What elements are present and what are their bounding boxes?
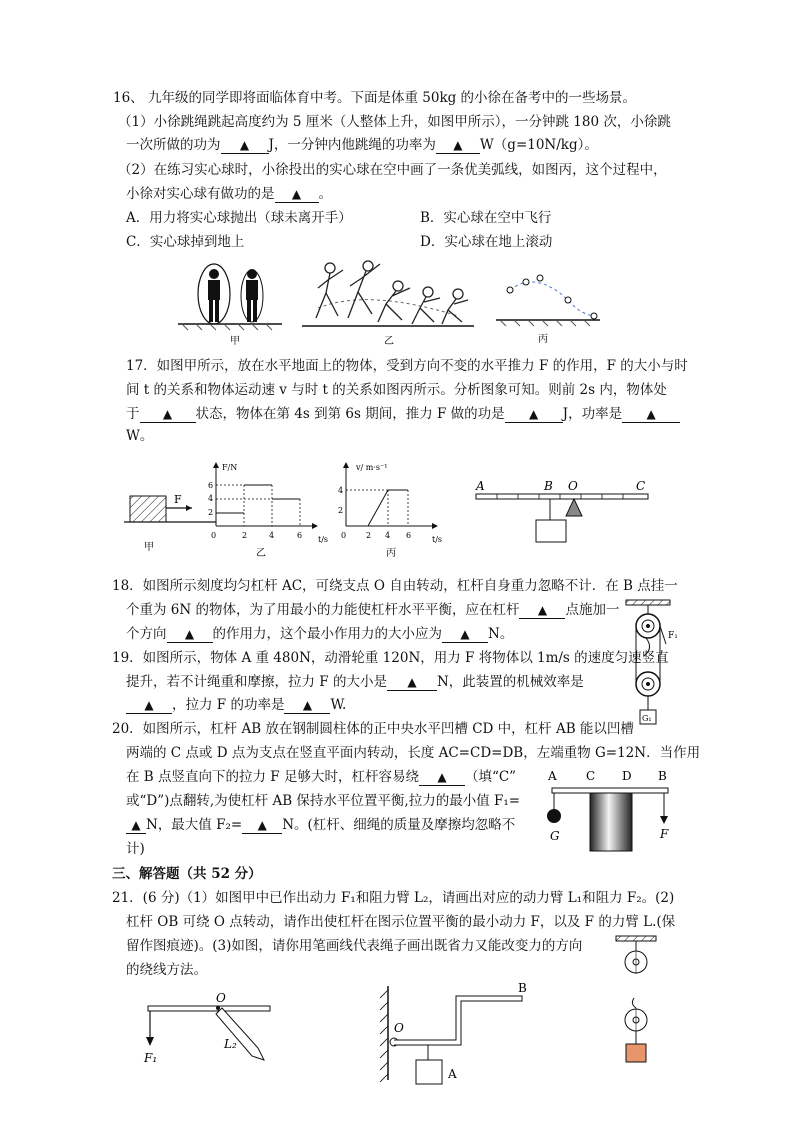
lever-label-a: A (548, 769, 557, 783)
weight-label-g: G (550, 829, 560, 843)
answer-blank[interactable]: ▲ (126, 817, 146, 834)
y-tick: 4 (338, 486, 344, 495)
q16-option-d: D．实心球在地上滚动 (420, 234, 553, 250)
q17-line3: 于 ▲ 状态，物体在第 4s 到第 6s 期间，推力 F 做的功是 ▲ J，功率是 ▲ (126, 404, 680, 424)
q20-line1: 20．如图所示，杠杆 AB 放在钢制圆柱体的正中央水平凹槽 CD 中，杠杆 AB 能以凹槽 (112, 721, 634, 737)
answer-blank[interactable]: ▲ (622, 406, 680, 423)
q21-line3: 留作图痕迹)。(3)如图，请你用笔画线代表绳子画出既省力又能改变力的方向 (126, 938, 583, 954)
force-label-f: F (660, 827, 669, 841)
lever-cylinder-figure (540, 768, 680, 853)
q19-line1: 19．如图所示，物体 A 重 480N，动滑轮重 120N，用力 F 将物体以 1m/s 的速度匀速竖直 (112, 650, 669, 666)
answer-blank[interactable]: ▲ (436, 137, 480, 154)
graph-y-label: F/N (222, 463, 238, 472)
force-label: F (174, 493, 182, 506)
section-title: 三、解答题（共 52 分） (112, 866, 262, 882)
answer-blank[interactable]: ▲ (519, 602, 565, 619)
q19-line2: 提升，若不计绳重和摩擦，拉力 F 的大小是 ▲ N，此装置的机械效率是 (126, 674, 584, 690)
answer-blank[interactable]: ▲ (284, 697, 330, 714)
x-tick: 4 (385, 531, 391, 540)
lever-label-c: C (586, 769, 596, 783)
q16-stem: 16、 九年级的同学即将面临体育中考。下面是体重 50kg 的小徐在备考中的一些场景。 (113, 90, 637, 106)
q21-line2: 杠杆 OB 可绕 O 点转动，请作出使杠杆在图示位置平衡的最小动力 F，以及 F 的力臂 L.(保 (126, 914, 676, 930)
pulley-winding-figure (612, 936, 662, 1066)
x-tick: 4 (269, 531, 275, 540)
answer-blank[interactable]: ▲ (242, 817, 282, 834)
q20-line6: 计) (126, 841, 145, 857)
q21-line4: 的绕线方法。 (126, 962, 207, 978)
lever-label-o: O (568, 479, 578, 493)
answer-blank[interactable]: ▲ (442, 626, 488, 643)
fig-label-yi: 乙 (256, 548, 266, 559)
answer-blank[interactable]: ▲ (140, 406, 196, 423)
force-label-f1: F₁ (668, 631, 678, 641)
q20-line2: 两端的 C 点或 D 点为支点在竖直平面内转动，长度 AC=CD=DB，左端重物 G=12N．当作用 (126, 745, 701, 761)
lever-label-b: B (544, 479, 553, 493)
ball-throw-figure (298, 258, 478, 352)
q18-line2: 个重为 6N 的物体，为了用最小的力能使杠杆水平平衡，应在杠杆 ▲ 点施加一 (126, 602, 620, 618)
graph-x-label: t/s (432, 535, 443, 544)
x-tick: 6 (297, 531, 303, 540)
force-label-f1: F₁ (144, 1051, 158, 1065)
weight-label-g1: G₁ (642, 714, 652, 723)
lever-ob-figure (372, 980, 542, 1090)
q20-line5: ▲ N，最大值 F₂= ▲ N。(杠杆、细绳的质量及摩擦均忽略不 (126, 815, 515, 835)
answer-blank[interactable]: ▲ (387, 674, 437, 691)
fig-label-jia: 甲 (144, 542, 154, 553)
fig-label-bing: 丙 (538, 334, 548, 345)
lever-label-d: D (622, 769, 632, 783)
end-label-b: B (518, 981, 527, 995)
y-tick: 2 (338, 506, 344, 515)
lever-label-b: B (658, 769, 667, 783)
q18-line3: 个方向 ▲ 的作用力，这个最小作用力的大小应为 ▲ N。 (126, 626, 514, 642)
q19-line3: ▲ ，拉力 F 的功率是 ▲ W. (126, 695, 346, 715)
y-tick: 2 (208, 508, 214, 517)
y-tick: 4 (208, 494, 214, 503)
arm-label-l2: L₂ (224, 1037, 237, 1051)
graph-y-label: v/ m·s⁻¹ (356, 463, 388, 472)
pivot-label-o: O (394, 1021, 404, 1035)
rope-jump-figure (178, 262, 288, 352)
q17-line4: W。 (126, 428, 154, 444)
q17-line2: 间 t 的关系和物体运动速 v 与时 t 的关系如图丙所示。分析图象可知。则前 2s 内，物体处 (126, 382, 667, 398)
answer-blank[interactable]: ▲ (505, 406, 563, 423)
answer-blank[interactable]: ▲ (126, 697, 172, 714)
q16-option-a: A．用力将实心球抛出（球未离开手） (126, 210, 352, 226)
x-tick: 6 (406, 531, 412, 540)
velocity-time-graph (336, 458, 466, 568)
x-tick: 2 (366, 531, 372, 540)
x-tick: 2 (242, 531, 248, 540)
weight-label-a: A (448, 1067, 457, 1081)
q16-part2-line1: （2）在练习实心球时，小徐投出的实心球在空中画了一条优美弧线，如图丙，这个过程中， (118, 162, 667, 178)
x-tick: 0 (211, 531, 217, 540)
q20-line3: 在 B 点竖直向下的拉力 F 足够大时，杠杆容易绕 ▲ （填“C” (126, 769, 517, 785)
graph-x-label: t/s (318, 535, 329, 544)
q16-option-c: C．实心球掉到地上 (126, 234, 245, 250)
lever-label-a: A (476, 479, 485, 493)
q16-part1-line2: 一次所做的功为 ▲ J，一分钟内他跳绳的功率为 ▲ W（g=10N/kg）。 (126, 137, 598, 153)
fig-label-bing: 丙 (386, 548, 396, 559)
q21-line1: 21．(6 分)（1）如图甲中已作出动力 F₁和阻力臂 L₂，请画出对应的动力臂 L₁和阻力 F₂。(2) (112, 890, 675, 906)
x-tick: 0 (341, 531, 347, 540)
pivot-label-o: O (216, 991, 226, 1005)
q16-part2-line2: 小徐对实心球有做功的是 ▲ 。 (126, 186, 332, 202)
y-tick: 6 (208, 481, 214, 490)
fig-label-jia: 甲 (230, 336, 240, 347)
answer-blank[interactable]: ▲ (221, 137, 269, 154)
force-time-graph (208, 458, 338, 568)
fig-label-yi: 乙 (384, 336, 394, 347)
pulley-system-figure (620, 600, 680, 730)
q18-line1: 18．如图所示刻度均匀杠杆 AC，可绕支点 O 自由转动，杠杆自身重力忽略不计．在 B 点挂一 (112, 578, 678, 594)
q16-part1-line1: （1）小徐跳绳跳起高度约为 5 厘米（人整体上升，如图甲所示），一分钟跳 180 次，小徐跳 (118, 114, 671, 130)
lever-label-c: C (636, 479, 646, 493)
q16-option-b: B．实心球在空中飞行 (420, 210, 552, 226)
lever-f1-l2-figure (140, 990, 280, 1070)
q20-line4: 或“D”)点翻转,为使杠杆 AB 保持水平位置平衡,拉力的最小值 F₁= (126, 793, 521, 809)
q17-line1: 17．如图甲所示，放在水平地面上的物体，受到方向不变的水平推力 F 的作用，F 的大小与时 (126, 358, 688, 374)
answer-blank[interactable]: ▲ (419, 769, 465, 786)
answer-blank[interactable]: ▲ (275, 186, 319, 203)
trajectory-figure (496, 262, 606, 352)
answer-blank[interactable]: ▲ (167, 626, 213, 643)
lever-ac-figure (470, 476, 660, 548)
